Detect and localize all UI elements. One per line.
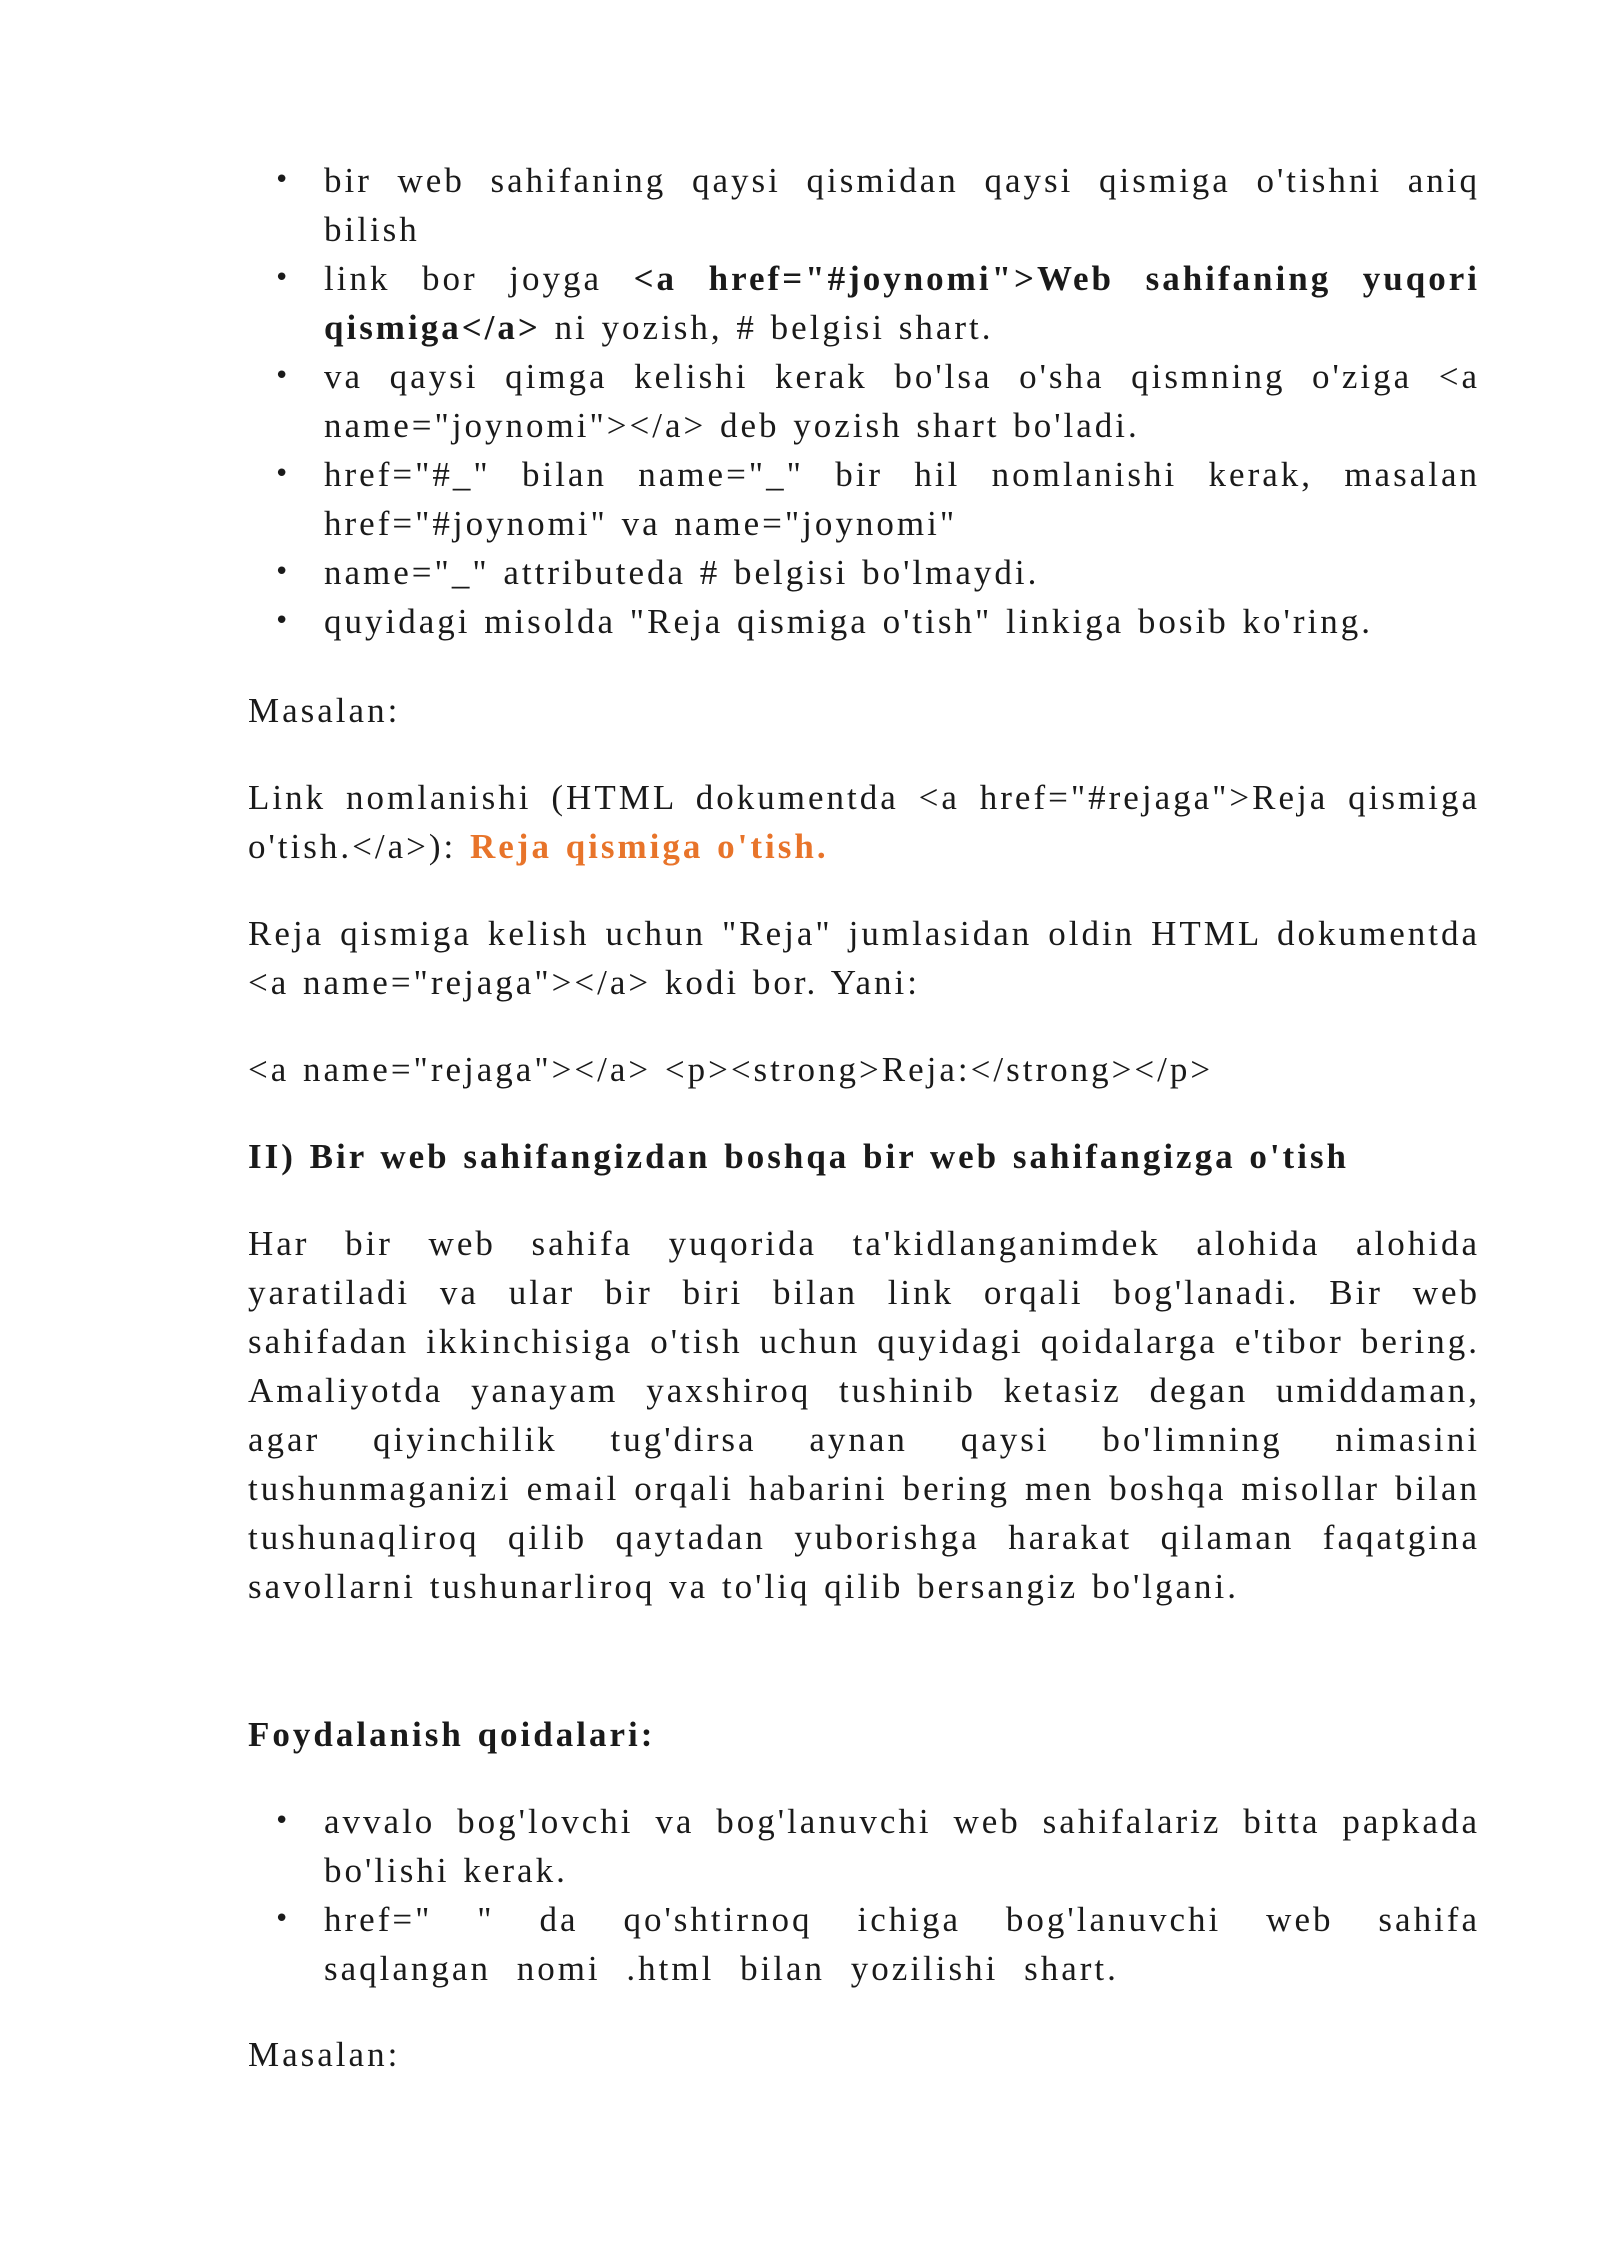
section-body: Har bir web sahifa yuqorida ta'kidlanganimdek alohida alohida yaratiladi va ular bir biri bilan link orqali bog'lanadi. Bir web sahifadan ikkinchisiga o'tish uchun quyidagi qoidalarga e'tibor bering. Amaliyotda yanayam yaxshiroq tushinib ketasiz degan umiddaman, agar qiyinchilik tug'dirsa aynan qaysi bo'limning nimasini tushunmaganizi email orqali habarini bering men boshqa misollar bilan tushunaqliroq qilib qaytadan yuborishga harakat qilaman faqatgina savollarni tushunarliroq va to'liq qilib bersangiz bo'lgani. (248, 1224, 1480, 1606)
list-item-suffix: ni yozish, # belgisi shart. (540, 308, 994, 347)
list-item: • bir web sahifaning qaysi qismidan qaysi qismiga o'tishni aniq bilish (248, 156, 1480, 254)
reja-link[interactable]: Reja qismiga o'tish. (470, 827, 829, 866)
link-paragraph (248, 773, 1480, 871)
list-item: • href=" " da qo'shtirnoq ichiga bog'lanuvchi web sahifa saqlangan nomi .html bilan yozilishi shart. (248, 1895, 1480, 1993)
usage-rules-list (248, 1797, 1480, 1993)
link-paragraph-text: Link nomlanishi (HTML dokumentda <a href="#rejaga">Reja qismiga o'tish.</a>): (248, 778, 1480, 866)
list-item: • quyidagi misolda "Reja qismiga o'tish" linkiga bosib ko'ring. (248, 597, 1480, 646)
code-line: <a name="rejaga"></a> <p><strong>Reja:</strong></p> (248, 1050, 1214, 1089)
example-label: Masalan: (248, 2035, 401, 2074)
anchor-code-bold: <a href="#joynomi">Web sahifaning yuqori qismiga</a> (324, 259, 1480, 347)
list-item: • href="#_" bilan name="_" bir hil nomlanishi kerak, masalan href="#joynomi" va name="joynomi" (248, 450, 1480, 548)
list-item: • va qaysi qimga kelishi kerak bo'lsa o'sha qismning o'ziga <a name="joynomi"></a> deb yozish shart bo'ladi. (248, 352, 1480, 450)
rules-heading: Foydalanish qoidalari: (248, 1715, 656, 1754)
list-item: • avvalo bog'lovchi va bog'lanuvchi web sahifalariz bitta papkada bo'lishi kerak. (248, 1797, 1480, 1895)
list-item: • name="_" attributeda # belgisi bo'lmaydi. (248, 548, 1480, 597)
reja-paragraph: Reja qismiga kelish uchun "Reja" jumlasidan oldin HTML dokumentda <a name="rejaga"></a> kodi bor. Yani: (248, 914, 1480, 1002)
example-label: Masalan: (248, 691, 401, 730)
section-heading: II) Bir web sahifangizdan boshqa bir web sahifangizga o'tish (248, 1137, 1350, 1176)
list-item (248, 254, 1480, 352)
list-item-prefix: link bor joyga (324, 259, 634, 298)
anchor-rules-list (248, 156, 1480, 646)
